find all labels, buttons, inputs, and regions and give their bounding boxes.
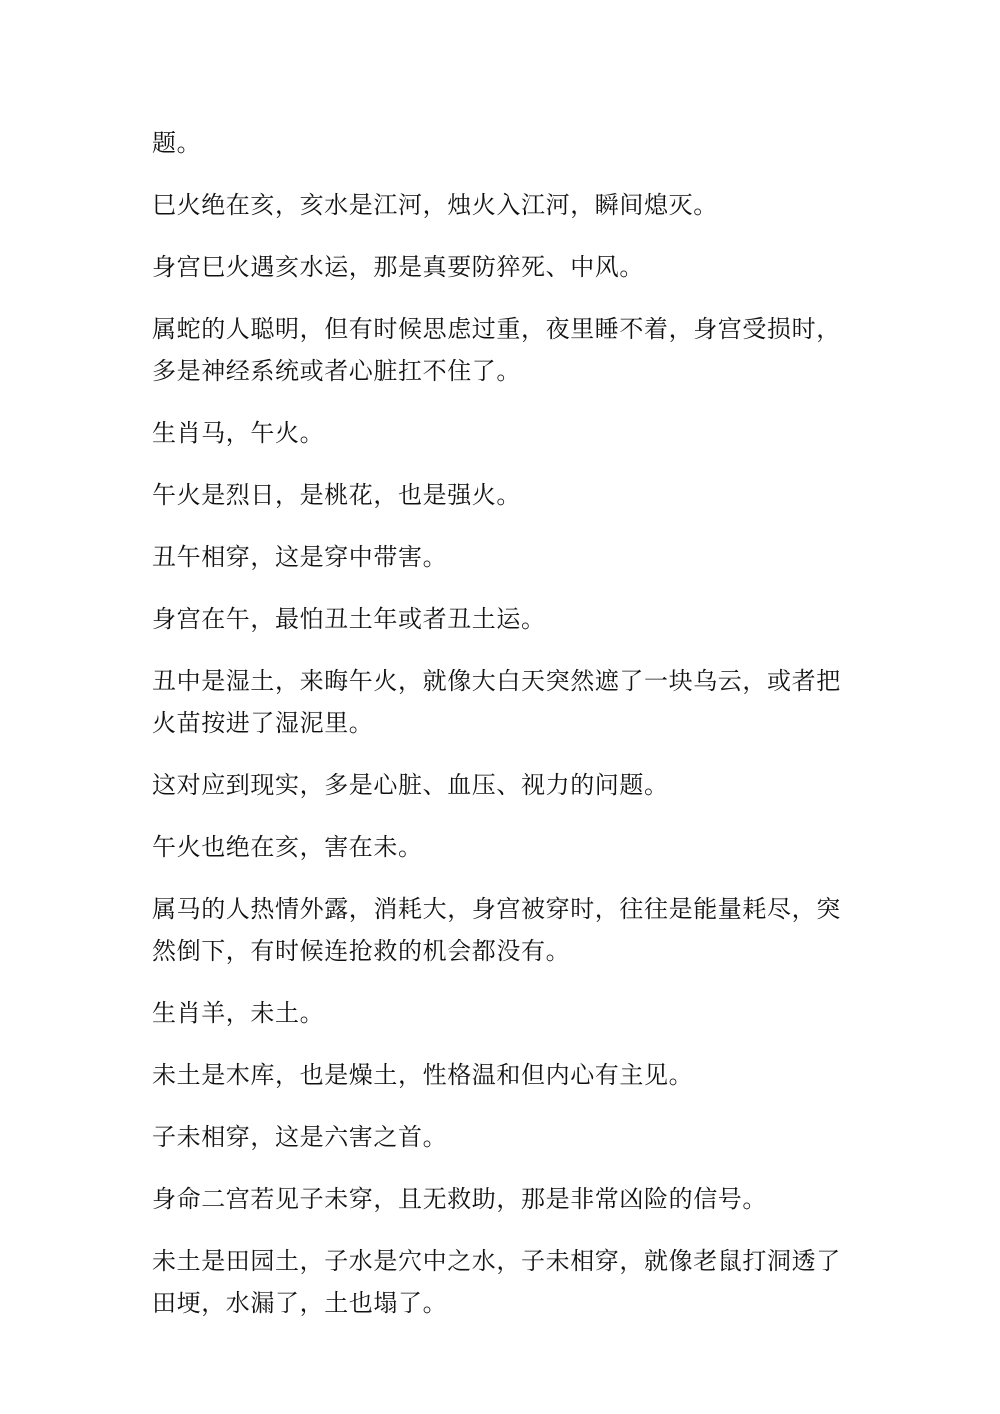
paragraph: 未土是田园土，子水是穴中之水，子未相穿，就像老鼠打洞透了田埂，水漏了，土也塌了。: [152, 1247, 841, 1317]
paragraph: 生肖羊，未土。: [152, 999, 325, 1027]
paragraph: 属马的人热情外露，消耗大，身宫被穿时，往往是能量耗尽，突然倒下，有时候连抢救的机会都没有。: [152, 895, 841, 965]
paragraph: 身宫巳火遇亥水运，那是真要防猝死、中风。: [152, 253, 644, 281]
paragraph: 未土是木库，也是燥土，性格温和但内心有主见。: [152, 1061, 694, 1089]
paragraph: 丑午相穿，这是穿中带害。: [152, 543, 448, 571]
paragraph: 这对应到现实，多是心脏、血压、视力的问题。: [152, 771, 669, 799]
paragraph: 午火也绝在亥，害在未。: [152, 833, 423, 861]
paragraph: 子未相穿，这是六害之首。: [152, 1123, 448, 1151]
paragraph: 巳火绝在亥，亥水是江河，烛火入江河，瞬间熄灭。: [152, 191, 718, 219]
paragraph: 午火是烈日，是桃花，也是强火。: [152, 481, 521, 509]
paragraph: 生肖马，午火。: [152, 419, 325, 447]
document-body: [152, 122, 842, 1344]
paragraph: 身命二宫若见子未穿，且无救助，那是非常凶险的信号。: [152, 1185, 767, 1213]
paragraph: 丑中是湿土，来晦午火，就像大白天突然遮了一块乌云，或者把火苗按进了湿泥里。: [152, 667, 841, 737]
paragraph: 属蛇的人聪明，但有时候思虑过重，夜里睡不着，身宫受损时，多是神经系统或者心脏扛不住了。: [152, 315, 841, 385]
paragraph: 题。: [152, 129, 202, 157]
paragraph: 身宫在午，最怕丑土年或者丑土运。: [152, 605, 546, 633]
